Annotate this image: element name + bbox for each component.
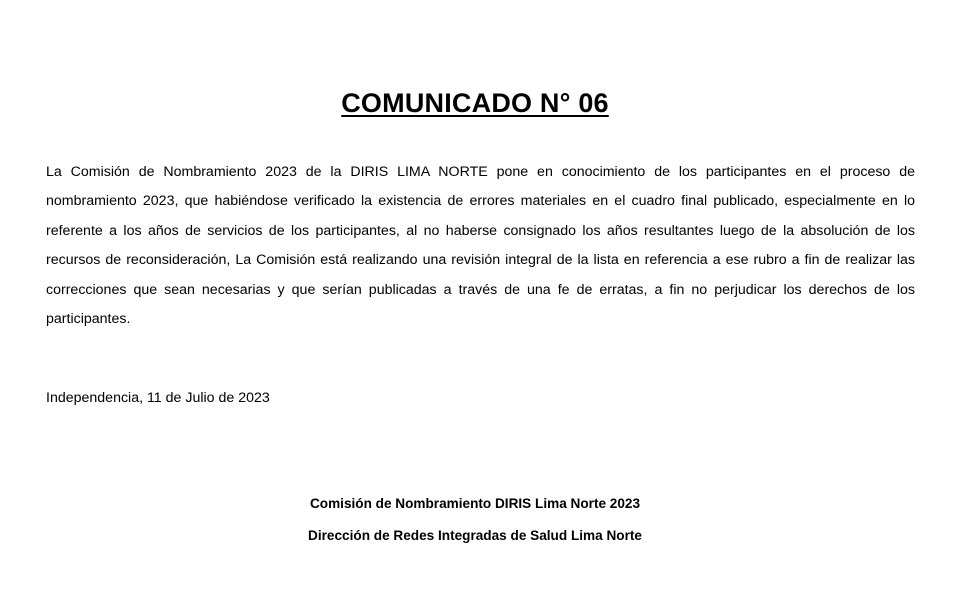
body-paragraph: La Comisión de Nombramiento 2023 de la DIRIS LIMA NORTE pone en conocimiento de los participantes en el proceso de nombramiento 2023, que habiéndose verificado la existencia de errores materiales en el cuadro final publicado, especialmente en lo referente a los años de servicios de los participantes, al no haberse consignado los años resultantes luego de la absolución de los recursos de reconsideración, La Comisión está realizando una revisión integral de la lista en referencia a ese rubro a fin de realizar las correcciones que sean necesarias y que serían publicadas a través de una fe de erratas, a fin no perjudicar los derechos de los participantes.: [46, 164, 915, 328]
signature-commission: Comisión de Nombramiento DIRIS Lima Norte 2023: [309, 496, 641, 511]
document-title: [0, 86, 950, 120]
signature-directorate: Dirección de Redes Integradas de Salud Lima Norte: [308, 528, 642, 543]
document-title-text: COMUNICADO N° 06: [341, 88, 609, 118]
place-date: Independencia, 11 de Julio de 2023: [46, 390, 270, 406]
